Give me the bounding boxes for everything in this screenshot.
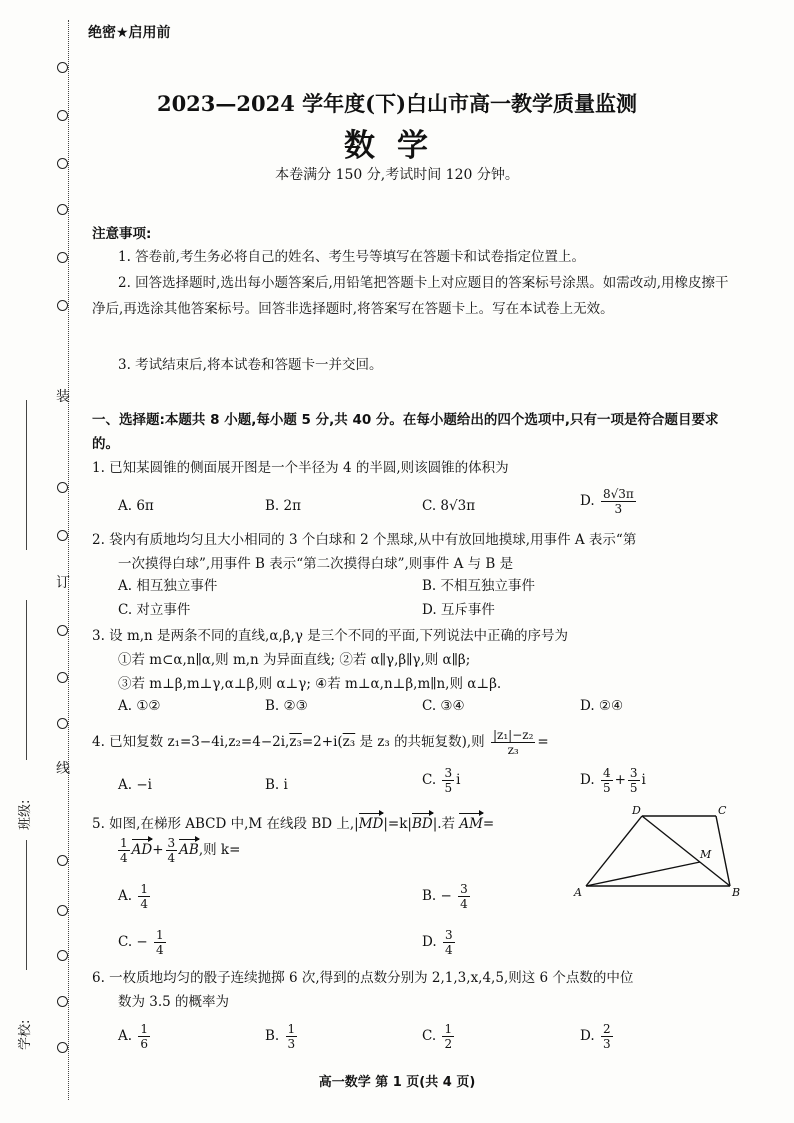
q5-line1-pre: 5. 如图,在梯形 ABCD 中,M 在线段 BD 上,|: [92, 816, 359, 832]
trapezoid-figure: [566, 802, 746, 902]
question-6-line-1: 6. 一枚质地均匀的骰子连续抛掷 6 次,得到的点数分别为 2,1,3,x,4,5,则这 6 个点数的中位: [92, 970, 634, 986]
q4-mid: =2+i(: [301, 734, 343, 750]
class-label: 班级:: [18, 799, 33, 830]
note-item: 2. 回答选择题时,选出每小题答案后,用铅笔把答题卡上对应题目的答案标号涂黑。如需改动,用橡皮擦干净后,再选涂其他答案标号。回答非选择题时,将答案写在答题卡上。写在本试卷上无效。: [92, 275, 729, 317]
q1-d-label: D.: [580, 493, 595, 509]
confidential-mark: 绝密★启用前: [88, 25, 171, 41]
q4-post: 是 z₃ 的共轭复数),则: [355, 734, 485, 750]
q6-b-label: B.: [265, 1028, 280, 1044]
fraction: [443, 928, 455, 957]
q6-option-a[interactable]: [118, 1022, 152, 1051]
binding-hole: [57, 905, 68, 916]
question-3-line-2: ①若 m⊂α,n∥α,则 m,n 为异面直线; ②若 α∥γ,β∥γ,则 α∥β;: [118, 652, 471, 668]
q4-option-d[interactable]: [580, 766, 646, 795]
note-item: 1. 答卷前,考生务必将自己的姓名、考生号等填写在答题卡和试卷指定位置上。: [118, 249, 585, 265]
q3-option-c[interactable]: C. ③④: [422, 698, 465, 714]
fraction-denominator: 2: [444, 1037, 453, 1051]
binding-hole: [57, 855, 68, 866]
fraction-numerator: 1: [120, 836, 128, 850]
fraction-denominator: 5: [629, 781, 638, 795]
fraction-numerator: 1: [140, 1022, 148, 1036]
q3-option-b[interactable]: B. ②③: [265, 698, 308, 714]
fraction: [601, 487, 636, 516]
vector-md: MD: [359, 812, 384, 836]
binding-hole: [57, 482, 68, 493]
q2-option-c[interactable]: C. 对立事件: [118, 602, 191, 618]
vertex-label-b: B: [732, 886, 741, 899]
q3-option-d[interactable]: D. ②④: [580, 698, 624, 714]
section-heading: 一、选择题:本题共 8 小题,每小题 5 分,共 40 分。在每小题给出的四个选项中,只有一项是符合题目要求的。: [92, 412, 719, 452]
fraction: [166, 836, 178, 865]
fraction-denominator: z₃: [507, 743, 519, 757]
fraction-numerator: 3: [167, 836, 176, 850]
q5-line1-mid: |=k|: [383, 816, 412, 832]
q5-b-label: B. −: [422, 888, 452, 904]
vector-am: AM: [459, 812, 483, 836]
q6-option-d[interactable]: [580, 1022, 615, 1051]
fraction-numerator: 3: [444, 766, 453, 780]
fraction-numerator: |z₁|−z₂: [492, 728, 534, 742]
binding-hole: [57, 62, 68, 73]
question-3-line-1: 3. 设 m,n 是两条不同的直线,α,β,γ 是三个不同的平面,下列说法中正确的序号为: [92, 628, 568, 644]
q5-line1-end: =: [482, 816, 495, 832]
q4-c-label: C.: [422, 772, 437, 788]
q4-d-tail: i: [641, 772, 646, 788]
fraction: [138, 1022, 150, 1051]
q5-c-label: C. −: [118, 934, 148, 950]
q4-conjugate: z₃: [289, 734, 302, 750]
segment-db: [642, 816, 730, 886]
notes-heading: 注意事项:: [92, 226, 152, 242]
fraction-denominator: 6: [140, 1037, 148, 1051]
q5-plus: +: [152, 842, 164, 858]
segment-cb: [716, 816, 730, 886]
binding-hole: [57, 996, 68, 1007]
q6-c-label: C.: [422, 1028, 437, 1044]
question-5-line-1: [92, 812, 494, 836]
binding-hole: [57, 204, 68, 215]
fraction-numerator: 2: [602, 1022, 611, 1036]
vertex-label-c: C: [718, 804, 727, 817]
fraction-denominator: 5: [602, 781, 611, 795]
vector-bd: BD: [412, 812, 433, 836]
fraction: [442, 1022, 454, 1051]
vertex-label-a: A: [574, 886, 582, 899]
q4-d-label: D.: [580, 772, 595, 788]
vector-ad: AD: [132, 838, 153, 862]
q1-option-a[interactable]: A. 6π: [118, 498, 154, 514]
q1-option-c[interactable]: C. 8√3π: [422, 498, 476, 514]
fraction: [154, 928, 166, 957]
q5-option-a[interactable]: [118, 882, 152, 911]
q5-d-label: D.: [422, 934, 437, 950]
q4-option-a[interactable]: A. −i: [118, 777, 152, 793]
q5-option-d[interactable]: [422, 928, 457, 957]
q4-pre: 4. 已知复数 z₁=3−4i,z₂=4−2i,: [92, 734, 290, 750]
q4-eq: =: [537, 734, 549, 750]
page-footer: 高一数学 第 1 页(共 4 页): [318, 1075, 476, 1090]
fraction: [601, 766, 613, 795]
q5-line2-end: ,则 k=: [198, 842, 241, 858]
binding-hole: [57, 1042, 68, 1053]
q5-a-label: A.: [118, 888, 133, 904]
fraction: [628, 766, 640, 795]
q6-option-b[interactable]: [265, 1022, 299, 1051]
q1-option-b[interactable]: B. 2π: [265, 498, 301, 514]
fraction: [458, 882, 470, 911]
fraction-numerator: 3: [460, 882, 468, 896]
question-2-line-1: 2. 袋内有质地均匀且大小相同的 3 个白球和 2 个黑球,从中有放回地摸球,用事件 A 表示“第: [92, 532, 637, 548]
fraction: [286, 1022, 298, 1051]
exam-title: 2023—2024 学年度(下)白山市高一教学质量监测: [156, 91, 638, 116]
q4-d-plus: +: [614, 772, 626, 788]
exam-info: 本卷满分 150 分,考试时间 120 分钟。: [275, 167, 519, 183]
fraction-numerator: 3: [444, 928, 453, 942]
fraction-denominator: 4: [156, 943, 164, 957]
binding-hole: [57, 718, 68, 729]
fraction: [118, 836, 130, 865]
q1-option-d[interactable]: [580, 487, 638, 516]
question-2-line-2: 一次摸得白球”,用事件 B 表示“第二次摸得白球”,则事件 A 与 B 是: [118, 556, 514, 572]
fraction-denominator: 3: [614, 502, 623, 516]
fraction-denominator: 3: [287, 1037, 296, 1051]
q3-option-a[interactable]: A. ①②: [118, 698, 161, 714]
fraction: [491, 728, 535, 757]
fraction-numerator: 4: [602, 766, 611, 780]
q6-a-label: A.: [118, 1028, 133, 1044]
fraction: [601, 1022, 613, 1051]
q2-option-d[interactable]: D. 互斥事件: [422, 602, 495, 618]
binding-char-zhuang: 装: [56, 389, 70, 405]
binding-char-ding: 订: [56, 575, 70, 591]
question-1-text: 1. 已知某圆锥的侧面展开图是一个半径为 4 的半圆,则该圆锥的体积为: [92, 460, 509, 476]
question-6-line-2: 数为 3.5 的概率为: [118, 994, 230, 1010]
fraction: [138, 882, 150, 911]
fraction-numerator: 8√3π: [602, 487, 634, 501]
q5-option-c[interactable]: [118, 928, 168, 957]
binding-hole: [57, 672, 68, 683]
question-3-line-3: ③若 m⊥β,m⊥γ,α⊥β,则 α⊥γ; ④若 m⊥α,n⊥β,m∥n,则 α⊥β.: [118, 676, 502, 692]
binding-hole: [57, 950, 68, 961]
fraction-numerator: 1: [156, 928, 164, 942]
q2-option-b[interactable]: B. 不相互独立事件: [422, 578, 536, 594]
fraction-numerator: 1: [287, 1022, 296, 1036]
q5-option-b[interactable]: [422, 882, 472, 911]
vertex-label-d: D: [632, 804, 641, 817]
exam-number-blank-line[interactable]: [26, 600, 27, 760]
binding-char-xian: 线: [56, 761, 70, 777]
fraction-numerator: 1: [444, 1022, 453, 1036]
fraction: [442, 766, 454, 795]
name-blank-line[interactable]: [26, 400, 27, 550]
question-4-text: [92, 728, 549, 757]
fraction-numerator: 1: [140, 882, 148, 896]
q6-option-c[interactable]: [422, 1022, 456, 1051]
vector-ab: AB: [179, 838, 199, 862]
school-label: 学校:: [18, 1019, 33, 1050]
subject-title: 数学: [344, 128, 450, 164]
q6-d-label: D.: [580, 1028, 595, 1044]
q4-conjugate: z₃: [342, 734, 356, 750]
binding-hole: [57, 300, 68, 311]
binding-hole: [57, 625, 68, 636]
fraction-denominator: 4: [460, 897, 468, 911]
fraction-denominator: 4: [167, 851, 176, 865]
fraction-denominator: 3: [602, 1037, 611, 1051]
q2-option-a[interactable]: A. 相互独立事件: [118, 578, 218, 594]
fraction-denominator: 4: [444, 943, 453, 957]
question-5-line-2: [116, 836, 240, 865]
fraction-numerator: 3: [629, 766, 638, 780]
q4-option-c[interactable]: [422, 766, 460, 795]
binding-hole: [57, 252, 68, 263]
fraction-denominator: 5: [444, 781, 453, 795]
fraction-denominator: 4: [120, 851, 128, 865]
q5-line1-mid2: |.若: [432, 816, 460, 832]
q4-option-b[interactable]: B. i: [265, 777, 288, 793]
note-item: 3. 考试结束后,将本试卷和答题卡一并交回。: [118, 357, 383, 373]
class-blank-line[interactable]: [26, 840, 27, 970]
q4-c-tail: i: [456, 772, 461, 788]
binding-hole: [57, 530, 68, 541]
point-label-m: M: [700, 848, 712, 861]
fraction-denominator: 4: [140, 897, 148, 911]
